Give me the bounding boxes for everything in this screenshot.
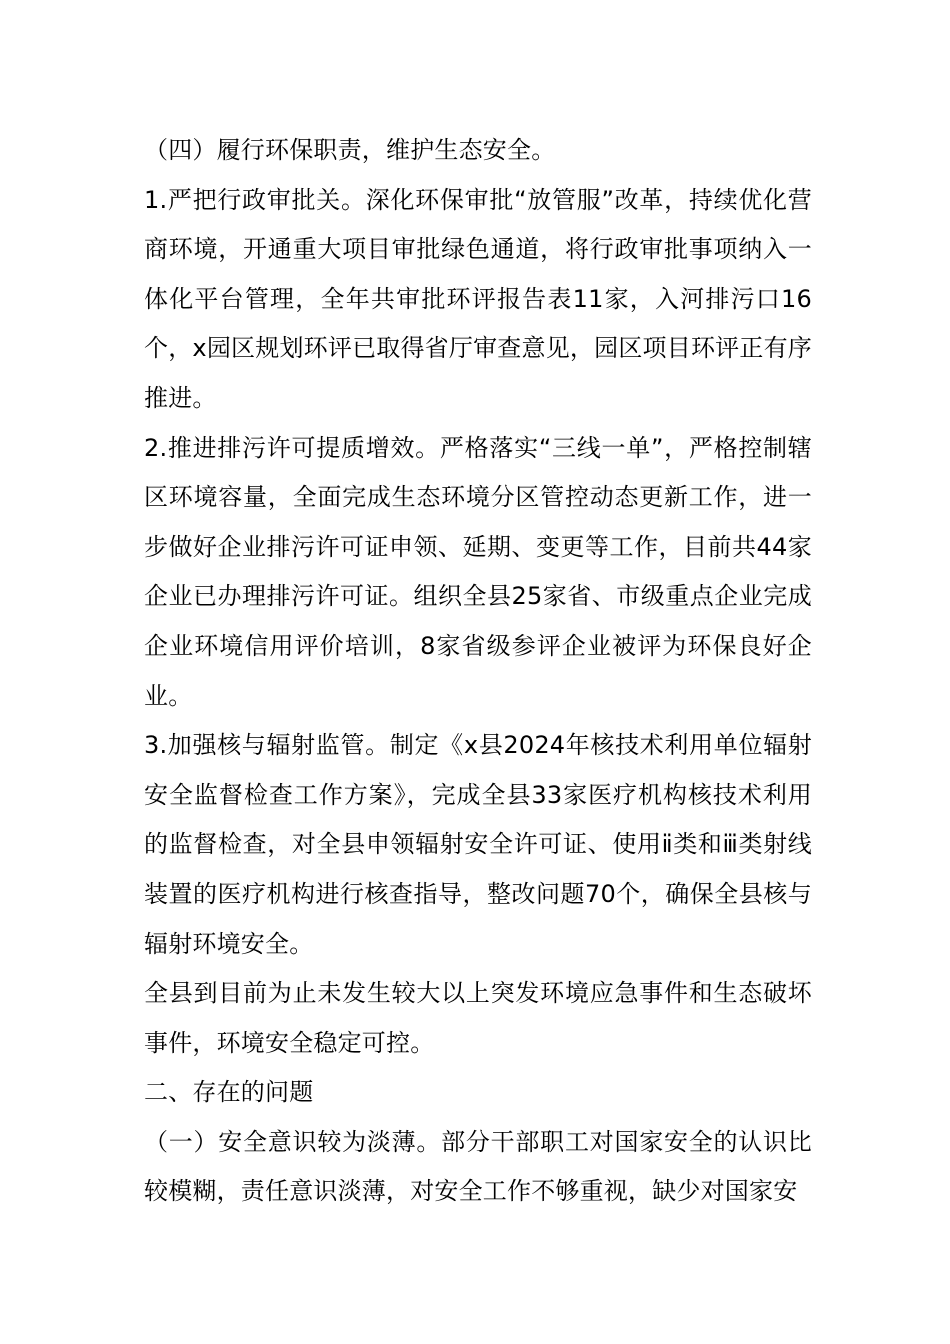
paragraph-pollution-permit: 2.推进排污许可提质增效。严格落实“三线一单”，严格控制辖区环境容量，全面完成生态环境分区管控动态更新工作，进一步做好企业排污许可证申领、延期、变更等工作，目前共44家企业已办理排污许可证。组织全县25家省、市级重点企业完成企业环境信用评价培训，8家省级参评企业被评为环保良好企业。 bbox=[144, 433, 812, 710]
paragraph-administrative-approval: 1.严把行政审批关。深化环保审批“放管服”改革，持续优化营商环境，开通重大项目审批绿色通道，将行政审批事项纳入一体化平台管理，全年共审批环评报告表11家，入河排污口16个，x园区规划环评已取得省厅审查意见，园区项目环评正有序推进。 bbox=[144, 185, 812, 412]
paragraph-safety-awareness: （一）安全意识较为淡薄。部分干部职工对国家安全的认识比较模糊，责任意识淡薄，对安全工作不够重视，缺少对国家安 bbox=[144, 1127, 812, 1206]
section-heading-problems: 二、存在的问题 bbox=[144, 1078, 314, 1107]
section-heading-four: （四）履行环保职责，维护生态安全。 bbox=[144, 136, 556, 164]
document-body bbox=[144, 126, 812, 1217]
paragraph-safety-summary: 全县到目前为止未发生较大以上突发环境应急事件和生态破坏事件，环境安全稳定可控。 bbox=[144, 979, 812, 1057]
paragraph-radiation-supervision: 3.加强核与辐射监管。制定《x县2024年核技术利用单位辐射安全监督检查工作方案》，完成全县33家医疗机构核技术利用的监督检查，对全县申领辐射安全许可证、使用ⅱ类和ⅲ类射线装置的医疗机构进行核查指导，整改问题70个，确保全县核与辐射环境安全。 bbox=[144, 731, 812, 958]
